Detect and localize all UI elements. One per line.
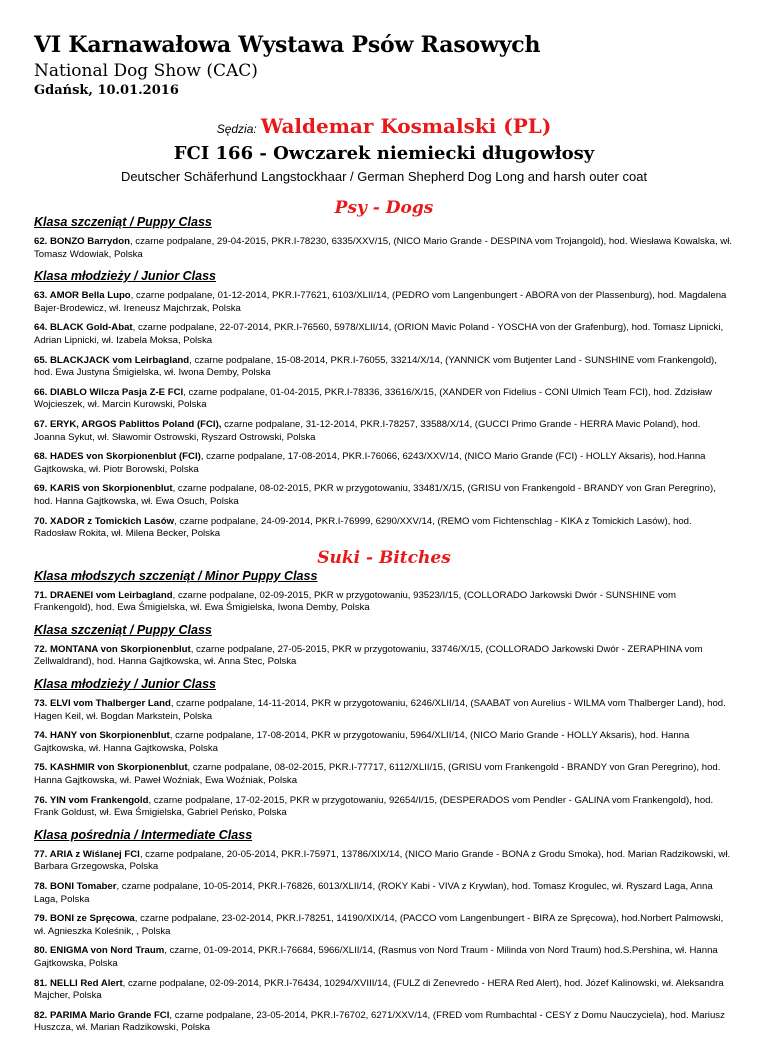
catalog-entry <box>34 795 734 820</box>
entry-dog-name: 77. ARIA z Wiślanej FCI <box>34 848 140 860</box>
catalog-entry <box>34 236 734 261</box>
catalog-entry <box>34 355 734 380</box>
entry-dog-name: 72. MONTANA von Skorpionenblut <box>34 643 191 655</box>
show-title: VI Karnawałowa Wystawa Psów Rasowych <box>34 32 541 58</box>
catalog-entry <box>34 913 734 938</box>
entry-dog-name: 81. NELLI Red Alert <box>34 977 123 989</box>
catalog-entry <box>34 322 734 347</box>
entry-details: , czarne podpalane, 01-04-2015, PKR.I-78336, 33616/X/15, (XANDER von Fidelius - CONI Ulmich Team FCI), hod. Zdzisław Wojcieszek, wł. Marcin Kurowski, Polska <box>34 386 712 411</box>
catalog-entry <box>34 451 734 476</box>
class-heading: Klasa młodzieży / Junior Class <box>34 677 217 692</box>
entry-details: , czarne podpalane, 02-09-2015, PKR w przygotowaniu, 93523/I/15, (COLLORADO Jarkowski Dwór - SUNSHINE vom Frankengold), hod. Ewa Śmigielska, wł. Ewa Śmigielska, Iwona Demby, Polska <box>34 589 676 614</box>
catalog-entry <box>34 881 734 906</box>
show-place-date: Gdańsk, 10.01.2016 <box>34 83 179 98</box>
entry-details: , czarne podpalane, 02-09-2014, PKR.I-76434, 10294/XVIII/14, (FULZ di Zenevredo - HERA Red Alert), hod. Józef Kalinowski, wł. Aleksandra Majcher, Polska <box>34 977 724 1002</box>
entry-dog-name: 73. ELVI vom Thalberger Land <box>34 698 171 710</box>
entry-dog-name: 68. HADES von Skorpionenblut (FCI) <box>34 451 201 463</box>
catalog-entry <box>34 644 734 669</box>
class-heading: Klasa młodszych szczeniąt / Minor Puppy Class <box>34 568 318 583</box>
catalog-sections <box>34 198 734 1035</box>
entry-dog-name: 70. XADOR z Tomickich Lasów <box>34 515 175 527</box>
entry-dog-name: 80. ENIGMA von Nord Traum <box>34 945 165 957</box>
catalog-entry <box>34 590 734 615</box>
entry-details: , czarne podpalane, 08-02-2015, PKR w przygotowaniu, 33481/X/15, (GRISU von Frankengold - BRANDY von Gran Peregrino), hod. Hanna Gajtkowska, wł. Ewa Osuch, Polska <box>34 483 716 507</box>
class-heading: Klasa szczeniąt / Puppy Class <box>34 622 212 637</box>
entry-details: , czarne podpalane, 08-02-2015, PKR.I-77717, 6112/XLII/15, (GRISU vom Frankengold - BRANDY von Gran Peregrino), hod. Hanna Gajtkowska, wł. Paweł Woźniak, Ewa Woźniak, Polska <box>34 762 721 787</box>
catalog-entry <box>34 516 734 541</box>
class-heading: Klasa pośrednia / Intermediate Class <box>34 827 253 842</box>
entry-dog-name: 63. AMOR Bella Lupo <box>34 290 131 302</box>
entry-details: , czarne podpalane, 22-07-2014, PKR.I-76560, 5978/XLII/14, (ORION Mavic Poland - YOSCHA von der Grafenburg), hod. Tomasz Lipnicki, Adrian Lipnicki, wł. Izabela Moksa, Polska <box>34 322 724 346</box>
catalog-entry <box>34 849 734 874</box>
entry-details: , czarne podpalane, 14-11-2014, PKR w przygotowaniu, 6246/XLII/14, (SAABAT von Aurelius - WILMA vom Thalberger Land), hod. Hagen Keil, wł. Bogdan Markstein, Polska <box>34 698 726 722</box>
entry-details: , czarne podpalane, 20-05-2014, PKR.I-75971, 13786/XIX/14, (NICO Mario Grande - BONA z Grodu Smoka), hod. Marian Radzikowski, wł. Barbara Grzegowska, Polska <box>34 848 731 873</box>
judge-prefix: Sędzia: <box>216 122 257 136</box>
catalog-entry <box>34 1010 734 1035</box>
entry-dog-name: 75. KASHMIR von Skorpionenblut <box>34 762 188 774</box>
entry-dog-name: 79. BONI ze Spręcowa <box>34 913 135 925</box>
catalog-entry <box>34 483 734 508</box>
judge-name: Waldemar Kosmalski (PL) <box>260 114 552 138</box>
class-heading: Klasa młodzieży / Junior Class <box>34 269 217 284</box>
sex-heading: Psy - Dogs <box>334 198 434 218</box>
breed-title: FCI 166 - Owczarek niemiecki długowłosy <box>173 143 595 164</box>
entry-details: , czarne podpalane, 17-08-2014, PKR.I-76066, 6243/XXV/14, (NICO Mario Grande (FCI) - HOLLY Aksaris), hod.Hanna Gajtkowska, wł. Piotr Borowski, Polska <box>34 451 706 475</box>
entry-details: , czarne podpalane, 23-02-2014, PKR.I-78251, 14190/XIX/14, (PACCO vom Langenbungert - BIRA ze Spręcowa), hod.Norbert Palmowski, wł. Agnieszka Koleśnik, , Polska <box>34 913 724 937</box>
catalog-entry <box>34 762 734 787</box>
show-subtitle: National Dog Show (CAC) <box>34 61 258 81</box>
class-heading: Klasa szczeniąt / Puppy Class <box>34 215 212 229</box>
entry-details: , czarne podpalane, 27-05-2015, PKR w przygotowaniu, 33746/X/15, (COLLORADO Jarkowski Dwór - ZERAPHINA vom Zellwaldrand), hod. Hanna Gajtkowska, wł. Anna Stec, Polska <box>34 643 703 668</box>
entry-details: , czarne podpalane, 17-08-2014, PKR w przygotowaniu, 5964/XLII/14, (NICO Mario Grande - HOLLY Aksaris), hod. Hanna Gajtkowska, wł. Hanna Gajtkowska, Polska <box>34 730 690 754</box>
catalog-entry <box>34 730 734 755</box>
entry-details: , czarne podpalane, 17-02-2015, PKR w przygotowaniu, 92654/I/15, (DESPERADOS vom Pendler - GALINA vom Frankengold), hod. Frank Goldust, wł. Ewa Śmigielska, Gabriel Peńsko, Polska <box>34 794 714 819</box>
entry-dog-name: 62. BONZO Barrydon <box>34 236 130 247</box>
entry-dog-name: 65. BLACKJACK vom Leirbagland <box>34 354 190 366</box>
catalog-entry <box>34 945 734 970</box>
entry-details: , czarne podpalane, 24-09-2014, PKR.I-76999, 6290/XXV/14, (REMO vom Fichtenschlag - KIKA z Tomickich Lasów), hod. Radosław Rokita, wł. Milena Becker, Polska <box>34 515 692 540</box>
catalog-entry <box>34 419 734 444</box>
entry-details: , czarne podpalane, 01-12-2014, PKR.I-77621, 6103/XLII/14, (PEDRO vom Langenbungert - ABORA von der Plassenburg), hod. Magdalena Bajer-Brodewicz, wł. Ireneusz Majchrzak, Polska <box>34 290 727 314</box>
entry-dog-name: 71. DRAENEI vom Leirbagland <box>34 589 173 601</box>
document-page <box>34 30 734 1042</box>
judge-line <box>34 114 734 138</box>
entry-dog-name: 67. ERYK, ARGOS Pablittos Poland (FCI), <box>34 418 222 430</box>
entry-dog-name: 76. YIN vom Frankengold <box>34 794 149 806</box>
entry-dog-name: 78. BONI Tomaber <box>34 881 117 892</box>
entry-dog-name: 69. KARIS von Skorpionenblut <box>34 483 173 495</box>
breed-subtitle: Deutscher Schäferhund Langstockhaar / German Shepherd Dog Long and harsh outer coat <box>120 169 648 184</box>
catalog-entry <box>34 290 734 315</box>
entry-details: , czarne podpalane, 23-05-2014, PKR.I-76702, 6271/XXV/14, (FRED vom Rumbachtal - CESY z Domu Nauczyciela), hod. Mariusz Huszcza, wł. Marian Radzikowski, Polska <box>34 1009 725 1034</box>
entry-dog-name: 64. BLACK Gold-Abat <box>34 322 133 334</box>
catalog-entry <box>34 698 734 723</box>
entry-dog-name: 66. DIABLO Wilcza Pasja Z-E FCI <box>34 386 184 398</box>
catalog-entry <box>34 978 734 1003</box>
entry-details: czarne podpalane, 31-12-2014, PKR.I-78257, 33588/X/14, (GUCCI Primo Grande - HERRA Mavic Poland), hod. Joanna Sykut, wł. Sławomir Ostrowski, Ryszard Ostrowski, Polska <box>34 418 701 443</box>
sex-heading: Suki - Bitches <box>317 547 451 568</box>
entry-details: , czarne podpalane, 15-08-2014, PKR.I-76055, 33214/X/14, (YANNICK vom Butjenter Land - SUNSHINE vom Frankengold), hod. Ewa Justyna Śmigielska, wł. Iwona Demby, Polska <box>34 354 717 379</box>
catalog-entry <box>34 387 734 412</box>
entry-dog-name: 82. PARIMA Mario Grande FCI <box>34 1009 170 1021</box>
entry-details: , czarne podpalane, 29-04-2015, PKR.I-78230, 6335/XXV/15, (NICO Mario Grande - DESPINA vom Trojangold), hod. Wiesława Kowalska, wł. Tomasz Wdowiak, Polska <box>34 236 733 260</box>
entry-details: , czarne, 01-09-2014, PKR.I-76684, 5966/XLII/14, (Rasmus von Nord Traum - Milinda von Nord Traum) hod.S.Pershina, wł. Hanna Gajtkowska, Polska <box>34 945 718 969</box>
entry-dog-name: 74. HANY von Skorpionenblut <box>34 730 170 742</box>
entry-details: , czarne podpalane, 10-05-2014, PKR.I-76826, 6013/XLII/14, (ROKY Kabi - VIVA z Krywlan), hod. Tomasz Krogulec, wł. Ryszard Laga, Anna Laga, Polska <box>34 881 713 905</box>
